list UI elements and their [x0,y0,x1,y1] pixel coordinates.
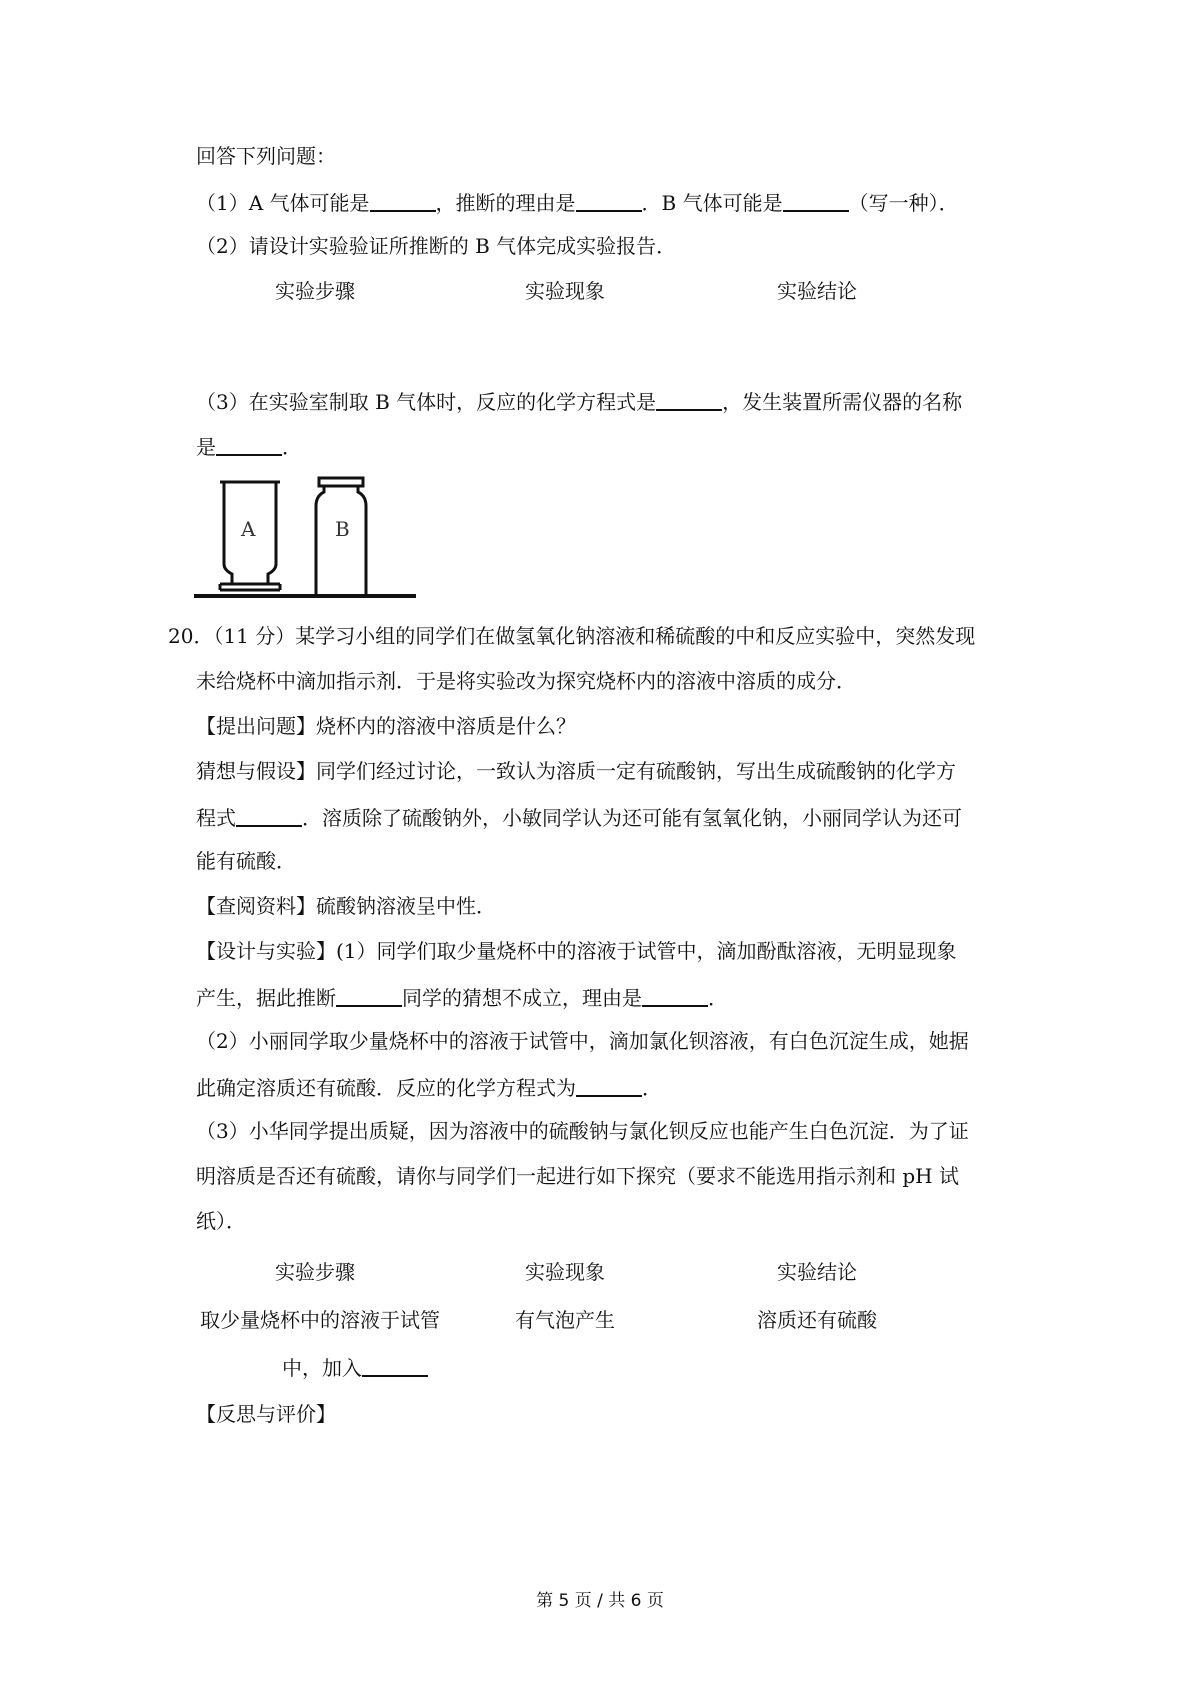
q20-line-9 [196,986,728,1008]
q1-part-b: ，推断的理由是 [435,191,576,215]
q20-line-7: 【查阅资料】硫酸钠溶液呈中性． [196,894,496,918]
q20-line-2: 未给烧杯中滴加指示剂．于是将实验改为探究烧杯内的溶液中溶质的成分． [196,669,856,693]
q3-part-a: （3）在实验室制取 B 气体时，反应的化学方程式是 [196,390,657,414]
q20-line-5 [196,806,962,828]
table2-cell-step: 取少量烧杯中的溶液于试管 [200,1308,440,1332]
q3-part-c: 是 [196,435,216,459]
page-footer: 第 5 页 / 共 6 页 [536,1591,664,1611]
q20-line-11-part-a: 此确定溶质还有硫酸．反应的化学方程式为 [196,1076,576,1100]
answer-blank [783,191,849,212]
q20-line-9-part-a: 产生，据此推断 [196,986,336,1010]
answer-blank [336,986,402,1007]
ground-line [194,594,416,598]
table2-header-phenomena: 实验现象 [525,1260,605,1284]
answer-blank [216,435,282,456]
q20-line-5-part-a: 程式 [196,806,236,830]
question-3-line-2 [196,435,302,457]
q20-line-15: 【反思与评价】 [196,1402,336,1426]
answer-blank [362,1356,428,1377]
answer-blank [642,986,708,1007]
q20-line-5-part-b: ．溶质除了硫酸钠外，小敏同学认为还可能有氢氧化钠，小丽同学认为还可 [302,806,962,830]
question-2-line: （2）请设计实验验证所推断的 B 气体完成实验报告． [196,234,677,258]
instruction-line: 回答下列问题： [196,144,336,168]
table2-header-conclusion: 实验结论 [777,1260,857,1284]
table2-cell-phenomenon: 有气泡产生 [515,1308,615,1332]
bottle-a-label: A [241,517,256,541]
q20-line-14: 纸）． [196,1209,246,1233]
table1-header-phenomena: 实验现象 [525,279,605,303]
q20-line-9-part-b: 同学的猜想不成立，理由是 [402,986,642,1010]
answer-blank [370,191,436,212]
table2-header-steps: 实验步骤 [275,1260,355,1284]
q20-line-11 [196,1076,662,1098]
question-3-line [196,390,962,412]
q20-line-11-part-b: ． [642,1076,662,1100]
q20-line-6: 能有硫酸． [196,849,296,873]
q20-line-13: 明溶质是否还有硫酸，请你与同学们一起进行如下探究（要求不能选用指示剂和 pH 试 [196,1164,959,1188]
q1-part-c: ．B 气体可能是 [641,191,783,215]
answer-blank [236,806,302,827]
table1-header-steps: 实验步骤 [275,279,355,303]
question-1-line [196,191,959,213]
table2-cell-step-continued [282,1356,428,1378]
table2-cell-conclusion: 溶质还有硫酸 [757,1308,877,1332]
q1-part-d: （写一种）． [848,191,959,215]
gas-bottles-figure [190,470,420,605]
q20-line-10: （2）小丽同学取少量烧杯中的溶液于试管中，滴加氯化钡溶液，有白色沉淀生成，她据 [196,1029,969,1053]
q20-line-4: 猜想与假设】同学们经过讨论，一致认为溶质一定有硫酸钠，写出生成硫酸钠的化学方 [196,759,956,783]
q20-line-8: 【设计与实验】(1）同学们取少量烧杯中的溶液于试管中，滴加酚酞溶液，无明显现象 [196,939,957,963]
q20-line-12: （3）小华同学提出质疑，因为溶液中的硫酸钠与氯化钡反应也能产生白色沉淀．为了证 [196,1119,969,1143]
table1-header-conclusion: 实验结论 [777,279,857,303]
bottle-b-label: B [335,517,350,541]
q20-line-9-part-c: ． [708,986,728,1010]
q3-part-d: ． [282,435,302,459]
answer-blank [656,390,722,411]
q20-line-1: 20．（11 分）某学习小组的同学们在做氢氧化钠溶液和稀硫酸的中和反应实验中，突然发现 [168,624,976,648]
q3-part-b: ，发生装置所需仪器的名称 [722,390,963,414]
answer-blank [576,1076,642,1097]
q1-part-a: （1）A 气体可能是 [196,191,370,215]
table2-cell-step-continued-text: 中，加入 [282,1356,362,1380]
q20-line-3: 【提出问题】烧杯内的溶液中溶质是什么？ [196,714,576,738]
answer-blank [576,191,642,212]
